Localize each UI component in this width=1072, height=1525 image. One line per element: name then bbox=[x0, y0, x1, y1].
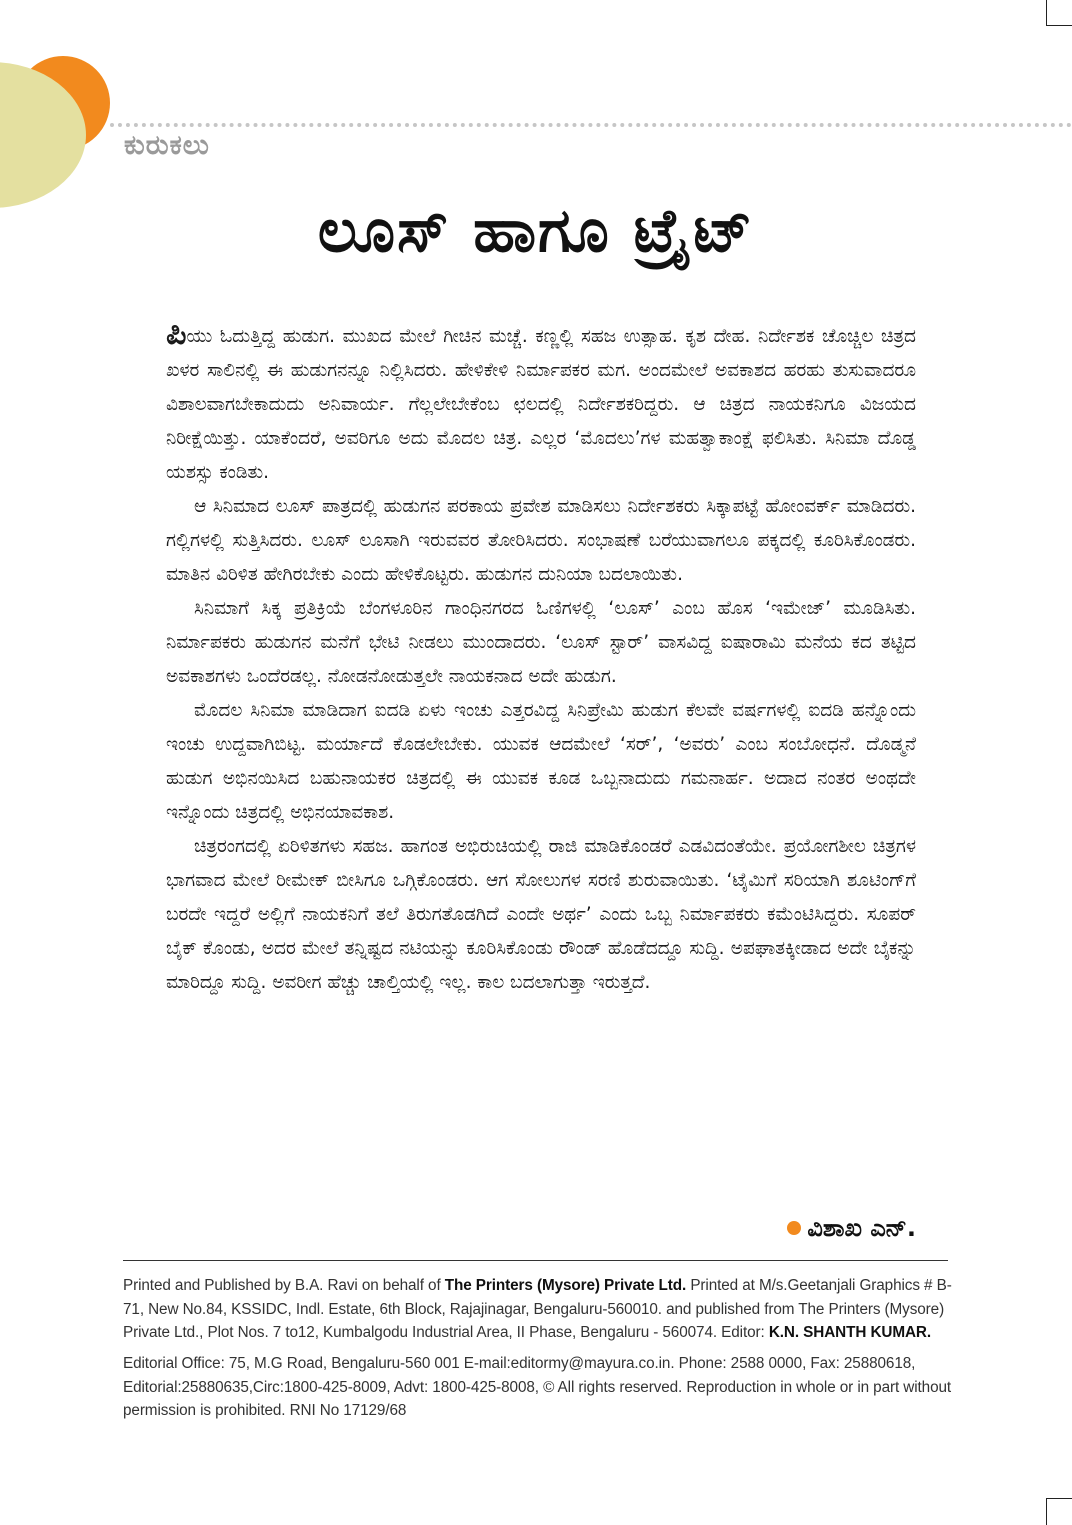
paragraph-3: ಸಿನಿಮಾಗೆ ಸಿಕ್ಕ ಪ್ರತಿಕ್ರಿಯೆ ಬೆಂಗಳೂರಿನ ಗಾಂಧಿನಗರದ ಓಣಿಗಳಲ್ಲಿ ‘ಲೂಸ್’ ಎಂಬ ಹೊಸ ‘ಇಮೇಜ್’ ಮೂಡಿಸಿತು. ನಿರ್ಮಾಪಕರು ಹುಡುಗನ ಮನೆಗೆ ಭೇಟಿ ನೀಡಲು ಮುಂದಾದರು. ‘ಲೂಸ್ ಸ್ಟಾರ್’ ವಾಸವಿದ್ದ ಐಷಾರಾಮಿ ಮನೆಯ ಕದ ತಟ್ಟಿದ ಅವಕಾಶಗಳು ಒಂದೆರಡಲ್ಲ. ನೋಡನೋಡುತ್ತಲೇ ನಾಯಕನಾದ ಅದೇ ಹುಡುಗ. bbox=[166, 598, 916, 687]
publisher-name: The Printers (Mysore) Private Ltd. bbox=[444, 1277, 687, 1294]
editorial-office-text: Editorial Office: 75, M.G Road, Bengaluru-560 001 E-mail:editormy@mayura.co.in. Phone: 2588 0000, Fax: 25880618, Editorial:25880635,Circ:1800-425-8009, Advt: 1800-425-8008, © All rights reserved. Reproduction in whole or in part without permission is prohibited. RNI No 17129/68 bbox=[123, 1355, 952, 1419]
editor-name: K.N. SHANTH KUMAR. bbox=[768, 1324, 932, 1341]
article-title: ಲೂಸ್ ಹಾಗೂ ಟ್ರೈಟ್ bbox=[317, 196, 755, 266]
bullet-dot-icon bbox=[787, 1221, 801, 1235]
paragraph-1-text: ಯು ಓದುತ್ತಿದ್ದ ಹುಡುಗ. ಮುಖದ ಮೇಲೆ ಗೀಚಿನ ಮಚ್ಚೆ. ಕಣ್ಣಲ್ಲಿ ಸಹಜ ಉತ್ಸಾಹ. ಕೃಶ ದೇಹ. ನಿರ್ದೇಶಕ ಚೊಚ್ಚಿಲ ಚಿತ್ರದ ಖಳರ ಸಾಲಿನಲ್ಲಿ ಈ ಹುಡುಗನನ್ನೂ ನಿಲ್ಲಿಸಿದರು. ಹೇಳಿಕೇಳಿ ನಿರ್ಮಾಪಕರ ಮಗ. ಅಂದಮೇಲೆ ಅವಕಾಶದ ಹರಹು ತುಸುವಾದರೂ ವಿಶಾಲವಾಗಬೇಕಾದುದು ಅನಿವಾರ್ಯ. ಗೆಲ್ಲಲೇಬೇಕೆಂಬ ಛಲದಲ್ಲಿ ನಿರ್ದೇಶಕರಿದ್ದರು. ಆ ಚಿತ್ರದ ನಾಯಕನಿಗೂ ವಿಜಯದ ನಿರೀಕ್ಷೆಯಿತ್ತು. ಯಾಕೆಂದರೆ, ಅವರಿಗೂ ಅದು ಮೊದಲ ಚಿತ್ರ. ಎಲ್ಲರ ‘ಮೊದಲು’ಗಳ ಮಹತ್ವಾಕಾಂಕ್ಷೆ ಫಲಿಸಿತು. ಸಿನಿಮಾ ದೊಡ್ಡ ಯಶಸ್ಸು ಕಂಡಿತು. bbox=[166, 326, 916, 483]
drop-cap: ಪಿ bbox=[166, 314, 187, 352]
paragraph-2: ಆ ಸಿನಿಮಾದ ಲೂಸ್ ಪಾತ್ರದಲ್ಲಿ ಹುಡುಗನ ಪರಕಾಯ ಪ್ರವೇಶ ಮಾಡಿಸಲು ನಿರ್ದೇಶಕರು ಸಿಕ್ಕಾಪಟ್ಟೆ ಹೋಂವರ್ಕ್ ಮಾಡಿದರು. ಗಲ್ಲಿಗಳಲ್ಲಿ ಸುತ್ತಿಸಿದರು. ಲೂಸ್ ಲೂಸಾಗಿ ಇರುವವರ ತೋರಿಸಿದರು. ಸಂಭಾಷಣೆ ಬರೆಯುವಾಗಲೂ ಪಕ್ಕದಲ್ಲಿ ಕೂರಿಸಿಕೊಂಡರು. ಮಾತಿನ ವಿರಿಳಿತ ಹೇಗಿರಬೇಕು ಎಂದು ಹೇಳಿಕೊಟ್ಟರು. ಹುಡುಗನ ದುನಿಯಾ ಬದಲಾಯಿತು. bbox=[166, 496, 916, 585]
imprint-text bbox=[123, 1274, 953, 1345]
byline bbox=[787, 1214, 916, 1242]
footer-rule bbox=[123, 1260, 948, 1261]
article-body bbox=[166, 314, 916, 1000]
paragraph-1 bbox=[166, 314, 916, 490]
section-label: ಕುರುಕಲು bbox=[124, 130, 210, 161]
author-name: ವಿಶಾಖ ಎನ್. bbox=[807, 1214, 916, 1242]
crop-mark-top-right bbox=[1046, 0, 1072, 26]
imprint-part-c: Printed at M/s.Geetanjali Graphics # B-71, New No.84, KSSIDC, Indl. Estate, 6th Block, Rajajinagar, Bengaluru-560010. and published from The Printers (Mysore) Private Ltd., Plot Nos. 7 to12, Kumbalgodu Industrial Area, II Phase, Bengaluru - 560074. Editor: bbox=[123, 1277, 952, 1341]
paragraph-5: ಚಿತ್ರರಂಗದಲ್ಲಿ ಏರಿಳಿತಗಳು ಸಹಜ. ಹಾಗಂತ ಅಭಿರುಚಿಯಲ್ಲಿ ರಾಜಿ ಮಾಡಿಕೊಂಡರೆ ಎಡವಿದಂತೆಯೇ. ಪ್ರಯೋಗಶೀಲ ಚಿತ್ರಗಳ ಭಾಗವಾದ ಮೇಲೆ ರೀಮೇಕ್ ಬೀಸಿಗೂ ಒಗ್ಗಿಕೊಂಡರು. ಆಗ ಸೋಲುಗಳ ಸರಣಿ ಶುರುವಾಯಿತು. ‘ಟೈಮಿಗೆ ಸರಿಯಾಗಿ ಶೂಟಿಂಗ್‌ಗೆ ಬರದೇ ಇದ್ದರೆ ಅಲ್ಲಿಗೆ ನಾಯಕನಿಗೆ ತಲೆ ತಿರುಗತೊಡಗಿದೆ ಎಂದೇ ಅರ್ಥ’ ಎಂದು ಒಬ್ಬ ನಿರ್ಮಾಪಕರು ಕಮೆಂಟಿಸಿದ್ದರು. ಸೂಪರ್ ಬೈಕ್ ಕೊಂಡು, ಅದರ ಮೇಲೆ ತನ್ನಿಷ್ಟದ ನಟಿಯನ್ನು ಕೂರಿಸಿಕೊಂಡು ರೌಂಡ್ ಹೊಡೆದದ್ದೂ ಸುದ್ದಿ. ಅಪಘಾತಕ್ಕೀಡಾದ ಅದೇ ಬೈಕನ್ನು ಮಾರಿದ್ದೂ ಸುದ್ದಿ. ಅವರೀಗ ಹೆಚ್ಚು ಚಾಲ್ತಿಯಲ್ಲಿ ಇಲ್ಲ. ಕಾಲ ಬದಲಾಗುತ್ತಾ ಇರುತ್ತದೆ. bbox=[166, 836, 916, 993]
imprint-part-a: Printed and Published by B.A. Ravi on behalf of bbox=[123, 1277, 445, 1294]
dotted-rule bbox=[110, 123, 1072, 127]
paragraph-4: ಮೊದಲ ಸಿನಿಮಾ ಮಾಡಿದಾಗ ಐದಡಿ ಏಳು ಇಂಚು ಎತ್ತರವಿದ್ದ ಸಿನಿಪ್ರೇಮಿ ಹುಡುಗ ಕೆಲವೇ ವರ್ಷಗಳಲ್ಲಿ ಐದಡಿ ಹನ್ನೊಂದು ಇಂಚು ಉದ್ದವಾಗಿಬಿಟ್ಟ. ಮರ್ಯಾದೆ ಕೊಡಲೇಬೇಕು. ಯುವಕ ಆದಮೇಲೆ ‘ಸರ್’, ‘ಅವರು’ ಎಂಬ ಸಂಬೋಧನೆ. ದೊಡ್ಮನೆ ಹುಡುಗ ಅಭಿನಯಿಸಿದ ಬಹುನಾಯಕರ ಚಿತ್ರದಲ್ಲಿ ಈ ಯುವಕ ಕೂಡ ಒಬ್ಬನಾದುದು ಗಮನಾರ್ಹ. ಅದಾದ ನಂತರ ಅಂಥದೇ ಇನ್ನೊಂದು ಚಿತ್ರದಲ್ಲಿ ಅಭಿನಯಾವಕಾಶ. bbox=[166, 700, 916, 823]
crop-mark-bottom-right bbox=[1046, 1498, 1072, 1525]
